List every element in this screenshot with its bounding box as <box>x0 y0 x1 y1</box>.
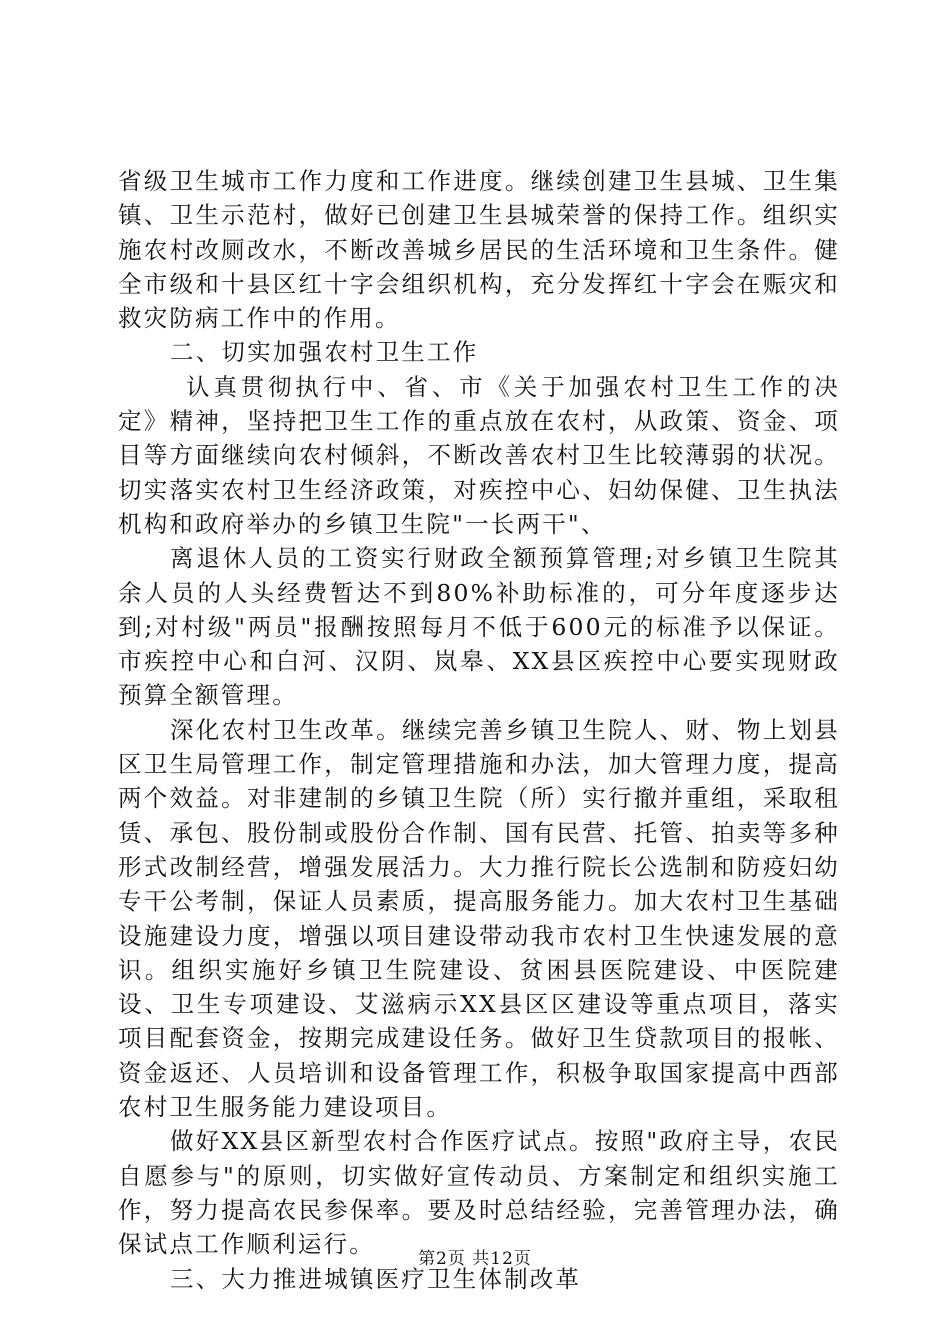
paragraph-rural-reform: 深化农村卫生改革。继续完善乡镇卫生院人、财、物上划县区卫生局管理工作，制定管理措施和办法，加大管理力度，提高两个效益。对非建制的乡镇卫生院（所）实行撤并重组，采取租赁、承包、股份制或股份合作制、国有民营、托管、拍卖等多种形式改制经营，增强发展活力。大力推行院长公选制和防疫妇幼专干公考制，保证人员素质，提高服务能力。加大农村卫生基础设施建设力度，增强以项目建设带动我市农村卫生快速发展的意识。组织实施好乡镇卫生院建设、贫困县医院建设、中医院建设、卫生专项建设、艾滋病示XX县区区建设等重点项目，落实项目配套资金，按期完成建设任务。做好卫生贷款项目的报帐、资金返还、人员培训和设备管理工作，积极争取国家提高中西部农村卫生服务能力建设项目。 <box>118 715 840 1122</box>
paragraph-continued: 省级卫生城市工作力度和工作进度。继续创建卫生县城、卫生集镇、卫生示范村，做好已创建卫生县城荣誉的保持工作。组织实施农村改厕改水，不断改善城乡居民的生活环境和卫生条件。健全市级和十县区红十字会组织机构，充分发挥红十字会在赈灾和救灾防病工作中的作用。 <box>118 167 840 333</box>
section-heading-2: 二、切实加强农村卫生工作 <box>170 338 479 367</box>
page-number-footer: 第2页 共12页 <box>418 1249 532 1269</box>
paragraph-retiree-salary: 离退休人员的工资实行财政全额预算管理;对乡镇卫生院其余人员的人头经费暂达不到80%补助标准的，可分年度逐步达到;对村级"两员"报酬按照每月不低于600元的标准予以保证。市疾控中心和白河、汉阴、岚皋、XX县区疾控中心要实现财政预算全额管理。 <box>118 544 840 710</box>
document-body <box>118 164 840 1296</box>
paragraph-rural-health-decision: 认真贯彻执行中、省、市《关于加强农村卫生工作的决定》精神，坚持把卫生工作的重点放在农村，从政策、资金、项目等方面继续向农村倾斜，不断改善农村卫生比较薄弱的状况。切实落实农村卫生经济政策，对疾控中心、妇幼保健、卫生执法机构和政府举办的乡镇卫生院"一长两干"、 <box>118 372 840 538</box>
paragraph-cooperative-medical: 做好XX县区新型农村合作医疗试点。按照"政府主导，农民自愿参与"的原则，切实做好宣传动员、方案制定和组织实施工作，努力提高农民参保率。要及时总结经验，完善管理办法，确保试点工作顺利运行。 <box>118 1127 840 1259</box>
section-heading-3: 三、大力推进城镇医疗卫生体制改革 <box>170 1264 582 1293</box>
